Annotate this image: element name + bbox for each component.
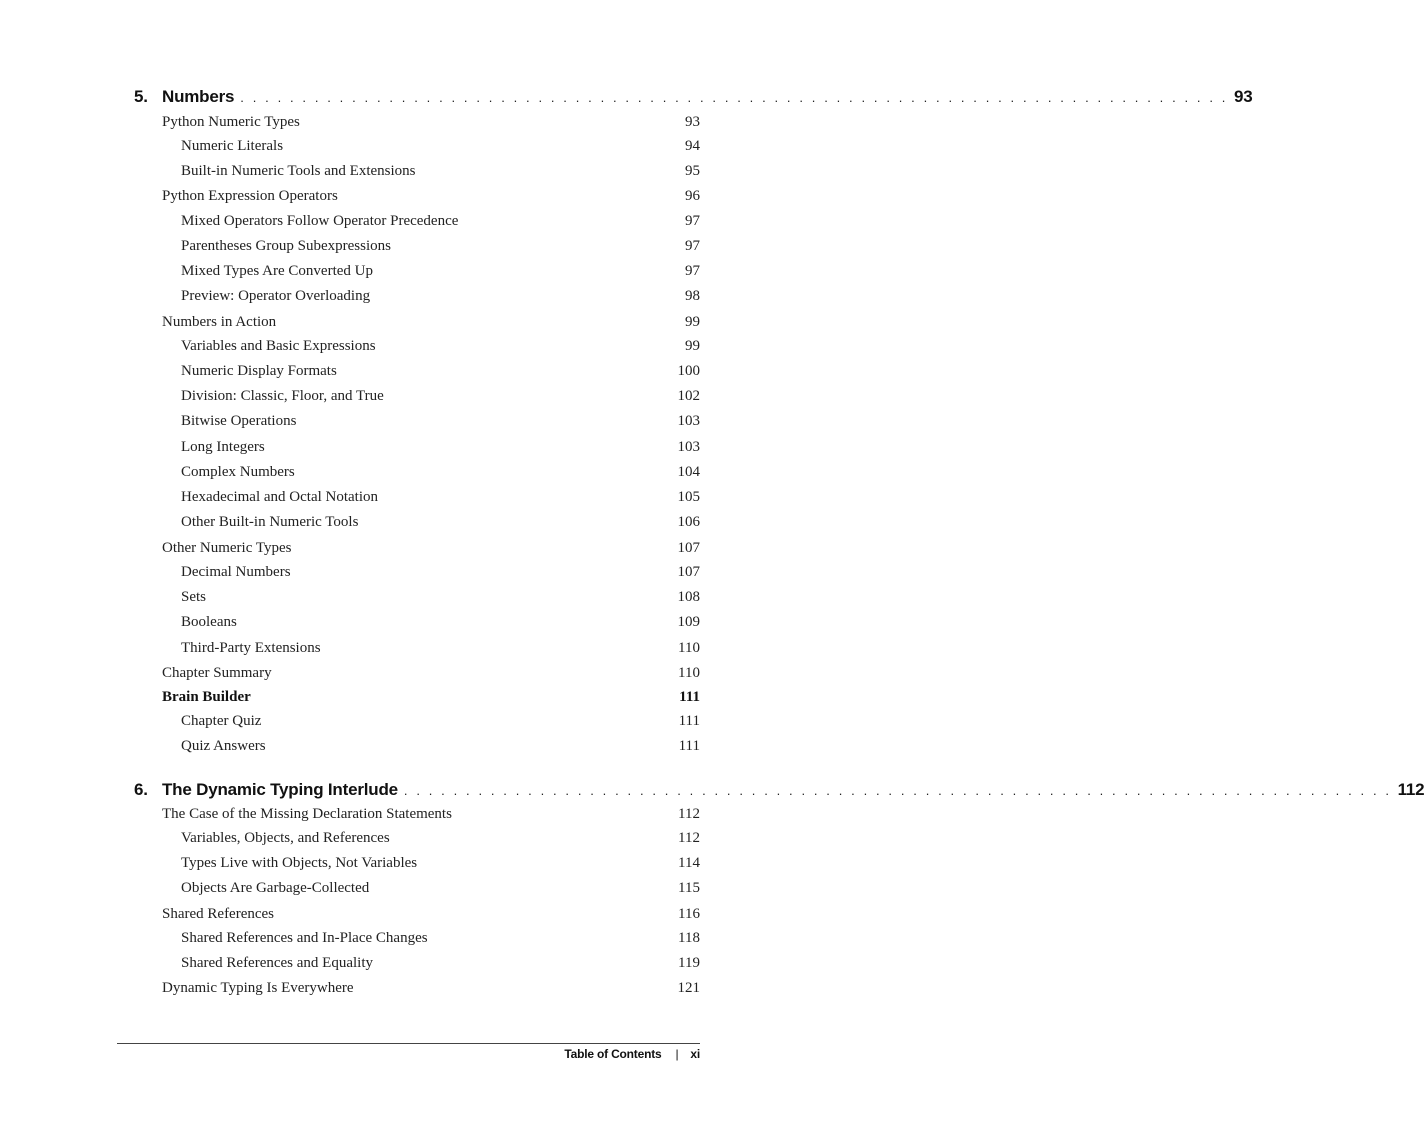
subsection-title: Shared References and In-Place Changes — [181, 930, 428, 946]
toc-subsection[interactable] — [181, 713, 700, 730]
subsection-title: Shared References and Equality — [181, 955, 374, 971]
subsection-page: 102 — [677, 388, 700, 404]
toc-subsection[interactable] — [181, 413, 700, 430]
toc-subsection[interactable] — [181, 955, 700, 972]
section-title: Chapter Summary — [162, 665, 272, 681]
toc-subsection[interactable] — [181, 138, 700, 155]
chapter-title: Numbers — [162, 87, 235, 106]
toc-section-brain-builder[interactable] — [162, 689, 700, 706]
toc-subsection[interactable] — [181, 388, 700, 405]
dot-leader: . . . . . . . . . . . . . . . . . . . . . . . . . . . . . . . . . . . . . . . . . . . . . . . . . . . . . . . . . . . . . . . . . . . . . . . . . . . . . . . . — [240, 90, 1228, 105]
subsection-title: Other Built-in Numeric Tools — [181, 514, 359, 530]
subsection-title: Decimal Numbers — [181, 564, 291, 580]
subsection-title: Complex Numbers — [181, 464, 295, 480]
subsection-title: Numeric Literals — [181, 138, 284, 154]
toc-subsection[interactable] — [181, 830, 700, 847]
toc-subsection[interactable] — [181, 464, 700, 481]
section-title: Numbers in Action — [162, 314, 277, 330]
toc-section[interactable] — [162, 906, 700, 923]
subsection-page: 97 — [685, 263, 700, 279]
subsection-page: 100 — [677, 363, 700, 379]
subsection-page: 118 — [678, 930, 700, 946]
subsection-title: Mixed Types Are Converted Up — [181, 263, 373, 279]
section-page: 111 — [679, 689, 700, 705]
subsection-title: Numeric Display Formats — [181, 363, 337, 379]
subsection-title: Preview: Operator Overloading — [181, 288, 371, 304]
subsection-page: 111 — [678, 738, 700, 754]
subsection-page: 97 — [685, 213, 700, 229]
section-page: 112 — [678, 806, 700, 822]
toc-section[interactable] — [162, 806, 700, 823]
toc-subsection[interactable] — [181, 363, 700, 380]
toc-subsection[interactable] — [181, 163, 700, 180]
subsection-page: 99 — [685, 338, 700, 354]
subsection-page: 110 — [678, 640, 700, 656]
chapter-page: 112 — [1397, 780, 1424, 799]
footer-section-title: Table of Contents — [564, 1047, 662, 1061]
chapter-title: The Dynamic Typing Interlude — [162, 780, 398, 799]
subsection-title: Parentheses Group Subexpressions — [181, 238, 391, 254]
subsection-title: Long Integers — [181, 439, 265, 455]
subsection-page: 97 — [685, 238, 700, 254]
toc-section[interactable] — [162, 665, 700, 682]
subsection-page: 111 — [678, 713, 700, 729]
subsection-title: Hexadecimal and Octal Notation — [181, 489, 379, 505]
section-title: The Case of the Missing Declaration Statements — [162, 806, 452, 822]
toc-subsection[interactable] — [181, 238, 700, 255]
subsection-title: Bitwise Operations — [181, 413, 297, 429]
chapter-heading[interactable] — [134, 87, 1253, 107]
footer-separator: | — [675, 1047, 679, 1061]
section-page: 121 — [677, 980, 700, 996]
subsection-title: Mixed Operators Follow Operator Precedence — [181, 213, 459, 229]
subsection-title: Chapter Quiz — [181, 713, 262, 729]
toc-subsection[interactable] — [181, 288, 700, 305]
section-title: Other Numeric Types — [162, 540, 292, 556]
subsection-page: 109 — [677, 614, 700, 630]
section-title: Brain Builder — [162, 689, 251, 705]
toc-subsection[interactable] — [181, 263, 700, 280]
subsection-title: Division: Classic, Floor, and True — [181, 388, 384, 404]
subsection-title: Sets — [181, 589, 207, 605]
subsection-title: Types Live with Objects, Not Variables — [181, 855, 418, 871]
section-page: 93 — [685, 114, 700, 130]
subsection-page: 115 — [678, 880, 700, 896]
section-title: Dynamic Typing Is Everywhere — [162, 980, 354, 996]
toc-subsection[interactable] — [181, 338, 700, 355]
subsection-page: 108 — [677, 589, 700, 605]
toc-subsection[interactable] — [181, 880, 700, 897]
toc-section[interactable] — [162, 540, 700, 557]
subsection-title: Third-Party Extensions — [181, 640, 321, 656]
page-footer — [564, 1047, 700, 1061]
dot-leader: . . . . . . . . . . . . . . . . . . . . . . . . . . . . . . . . . . . . . . . . . . . . . . . . . . . . . . . . . . . . . . . . . . . . . . . . . . . . . . . . — [403, 783, 1392, 798]
chapter-number: 5. — [134, 87, 148, 106]
toc-subsection[interactable] — [181, 855, 700, 872]
toc-subsection[interactable] — [181, 439, 700, 456]
section-title: Shared References — [162, 906, 275, 922]
toc-section[interactable] — [162, 314, 700, 331]
section-page: 107 — [677, 540, 700, 556]
toc-subsection[interactable] — [181, 589, 700, 606]
subsection-title: Booleans — [181, 614, 237, 630]
subsection-page: 103 — [677, 413, 700, 429]
chapter-heading[interactable] — [134, 780, 1424, 800]
chapter-page: 93 — [1233, 87, 1253, 106]
toc-subsection[interactable] — [181, 514, 700, 531]
subsection-title: Quiz Answers — [181, 738, 266, 754]
toc-subsection[interactable] — [181, 930, 700, 947]
chapter-number: 6. — [134, 780, 148, 799]
toc-section[interactable] — [162, 980, 700, 997]
toc-section[interactable] — [162, 188, 700, 205]
section-page: 99 — [685, 314, 700, 330]
subsection-page: 104 — [677, 464, 700, 480]
section-page: 110 — [678, 665, 700, 681]
toc-subsection[interactable] — [181, 489, 700, 506]
subsection-title: Variables, Objects, and References — [181, 830, 390, 846]
subsection-page: 98 — [685, 288, 700, 304]
subsection-title: Objects Are Garbage-Collected — [181, 880, 370, 896]
subsection-page: 95 — [685, 163, 700, 179]
subsection-page: 103 — [677, 439, 700, 455]
toc-subsection[interactable] — [181, 614, 700, 631]
subsection-title: Built-in Numeric Tools and Extensions — [181, 163, 416, 179]
toc-subsection[interactable] — [181, 213, 700, 230]
subsection-page: 114 — [678, 855, 700, 871]
section-title: Python Numeric Types — [162, 114, 300, 130]
section-page: 116 — [678, 906, 700, 922]
toc-section[interactable] — [162, 114, 700, 131]
subsection-title: Variables and Basic Expressions — [181, 338, 376, 354]
subsection-page: 94 — [685, 138, 700, 154]
toc-subsection[interactable] — [181, 640, 700, 657]
subsection-page: 105 — [677, 489, 700, 505]
footer-page-number: xi — [690, 1047, 700, 1061]
subsection-page: 112 — [678, 830, 700, 846]
footer-rule — [117, 1043, 700, 1044]
toc-subsection[interactable] — [181, 738, 700, 755]
section-title: Python Expression Operators — [162, 188, 338, 204]
subsection-page: 106 — [677, 514, 700, 530]
section-page: 96 — [685, 188, 700, 204]
toc-subsection[interactable] — [181, 564, 700, 581]
subsection-page: 107 — [677, 564, 700, 580]
subsection-page: 119 — [678, 955, 700, 971]
